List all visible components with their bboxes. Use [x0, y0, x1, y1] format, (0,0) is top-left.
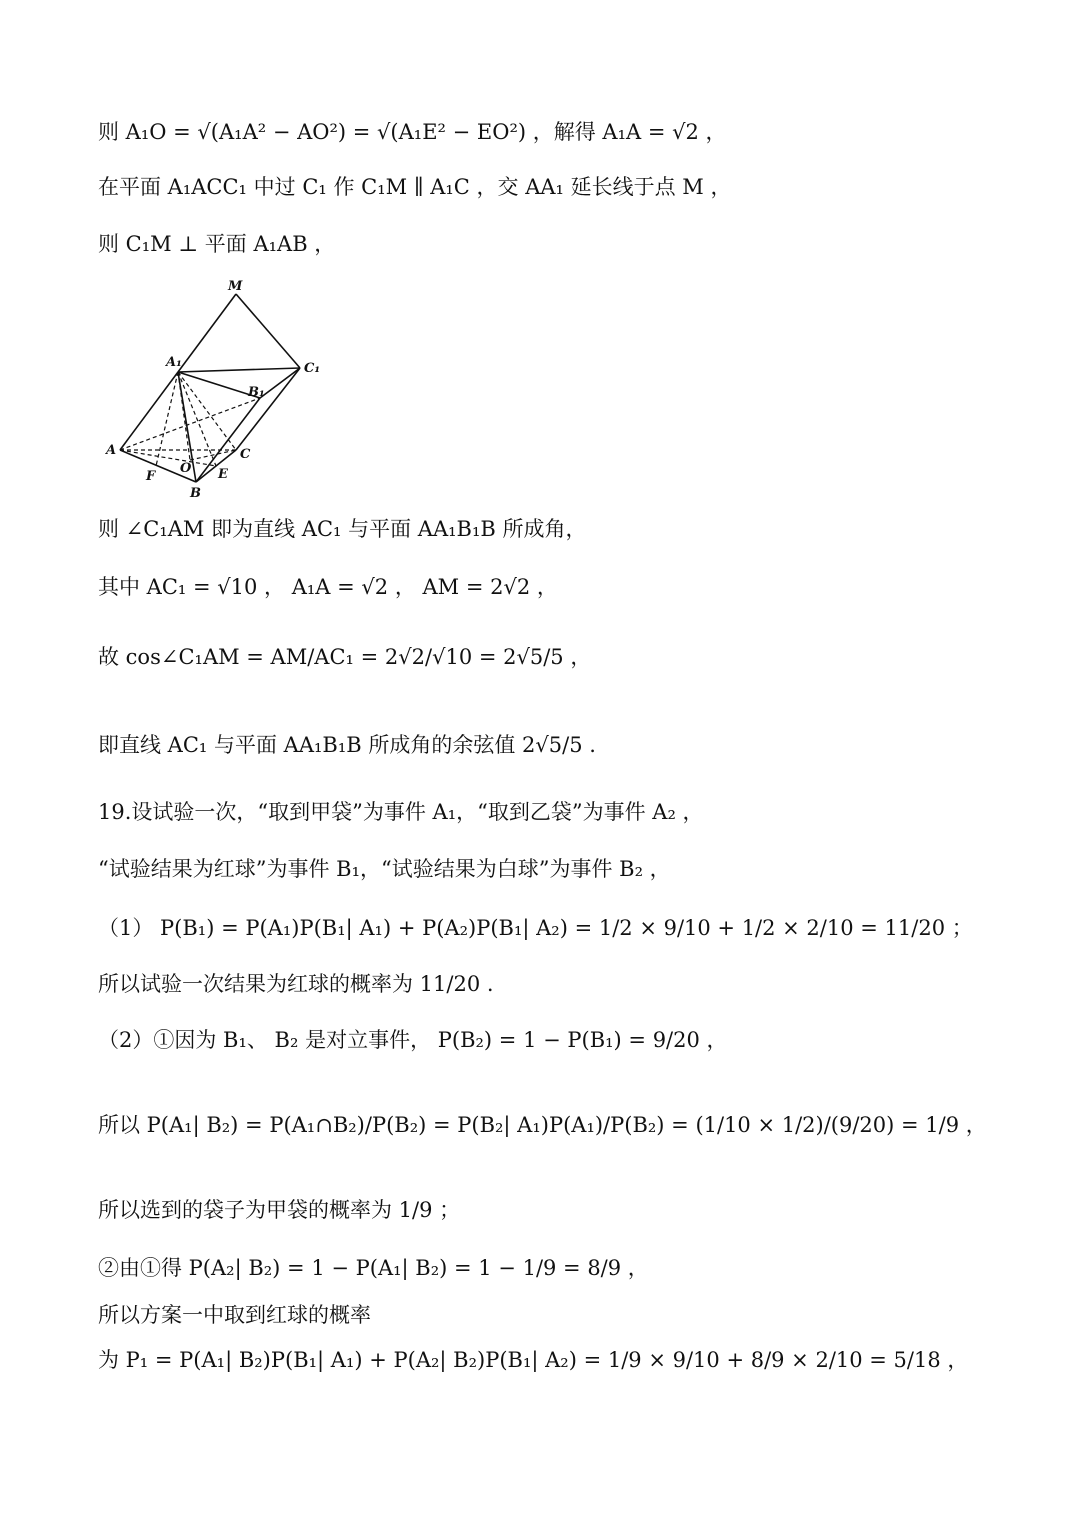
- label-C: C: [240, 447, 251, 462]
- line-4: 则 ∠C₁AM 即为直线 AC₁ 与平面 AA₁B₁B 所成角，: [98, 517, 587, 541]
- label-B1: B₁: [248, 385, 265, 400]
- line-9: “试验结果为红球”为事件 B₁，“试验结果为白球”为事件 B₂ ，: [98, 857, 671, 881]
- line-14: 所以选到的袋子为甲袋的概率为 1/9 ；: [98, 1198, 461, 1222]
- line-15: ②由①得 P(A₂| B₂) = 1 − P(A₁| B₂) = 1 − 1/9 = 8/9 ，: [98, 1256, 649, 1280]
- line-6: 故 cos∠C₁AM = AM/AC₁ = 2√2/√10 = 2√5/5 ，: [98, 645, 592, 669]
- line-11: 所以试验一次结果为红球的概率为 11/20 .: [98, 972, 494, 996]
- dash-A1-E: [178, 372, 216, 466]
- label-M: M: [228, 280, 243, 294]
- label-O: O: [180, 461, 192, 476]
- edge-A1-M: [178, 294, 236, 372]
- edge-A-A1: [120, 372, 178, 450]
- label-E: E: [218, 467, 228, 482]
- geometry-figure: [100, 280, 340, 502]
- edge-A1-C1: [178, 368, 300, 372]
- label-C1: C₁: [304, 361, 321, 376]
- line-2: 在平面 A₁ACC₁ 中过 C₁ 作 C₁M ∥ A₁C ，交 AA₁ 延长线于点 M ，: [98, 175, 732, 199]
- label-A: A: [106, 443, 117, 458]
- line-13: 所以 P(A₁| B₂) = P(A₁∩B₂)/P(B₂) = P(B₂| A₁)P(A₁)/P(B₂) = (1/10 × 1/2)/(9/20) = 1/9 ，: [98, 1113, 987, 1137]
- line-1: 则 A₁O = √(A₁A² − AO²) = √(A₁E² − EO²) ，解得 A₁A = √2 ，: [98, 120, 727, 144]
- line-16: 所以方案一中取到红球的概率: [98, 1303, 371, 1327]
- label-F: F: [146, 469, 156, 484]
- line-17: 为 P₁ = P(A₁| B₂)P(B₁| A₁) + P(A₂| B₂)P(B₁| A₂) = 1/9 × 9/10 + 8/9 × 2/10 = 5/18 ，: [98, 1348, 969, 1372]
- line-12: （2）①因为 B₁、 B₂ 是对立事件， P(B₂) = 1 − P(B₁) = 9/20 ，: [98, 1028, 728, 1052]
- line-3: 则 C₁M ⊥ 平面 A₁AB ，: [98, 232, 336, 256]
- label-B: B: [190, 486, 201, 501]
- line-5: 其中 AC₁ = √10 ， A₁A = √2 ， AM = 2√2 ，: [98, 575, 558, 599]
- edge-M-C1: [236, 294, 300, 368]
- line-8: 19.设试验一次，“取到甲袋”为事件 A₁，“取到乙袋”为事件 A₂ ，: [98, 800, 704, 824]
- dash-A-E: [120, 450, 216, 466]
- label-A1: A₁: [166, 355, 182, 370]
- line-7: 即直线 AC₁ 与平面 AA₁B₁B 所成角的余弦值 2√5/5 .: [98, 733, 596, 757]
- edge-C1-C: [236, 368, 300, 450]
- line-10: （1） P(B₁) = P(A₁)P(B₁| A₁) + P(A₂)P(B₁| A₂) = 1/2 × 9/10 + 1/2 × 2/10 = 11/20 ；: [98, 916, 973, 940]
